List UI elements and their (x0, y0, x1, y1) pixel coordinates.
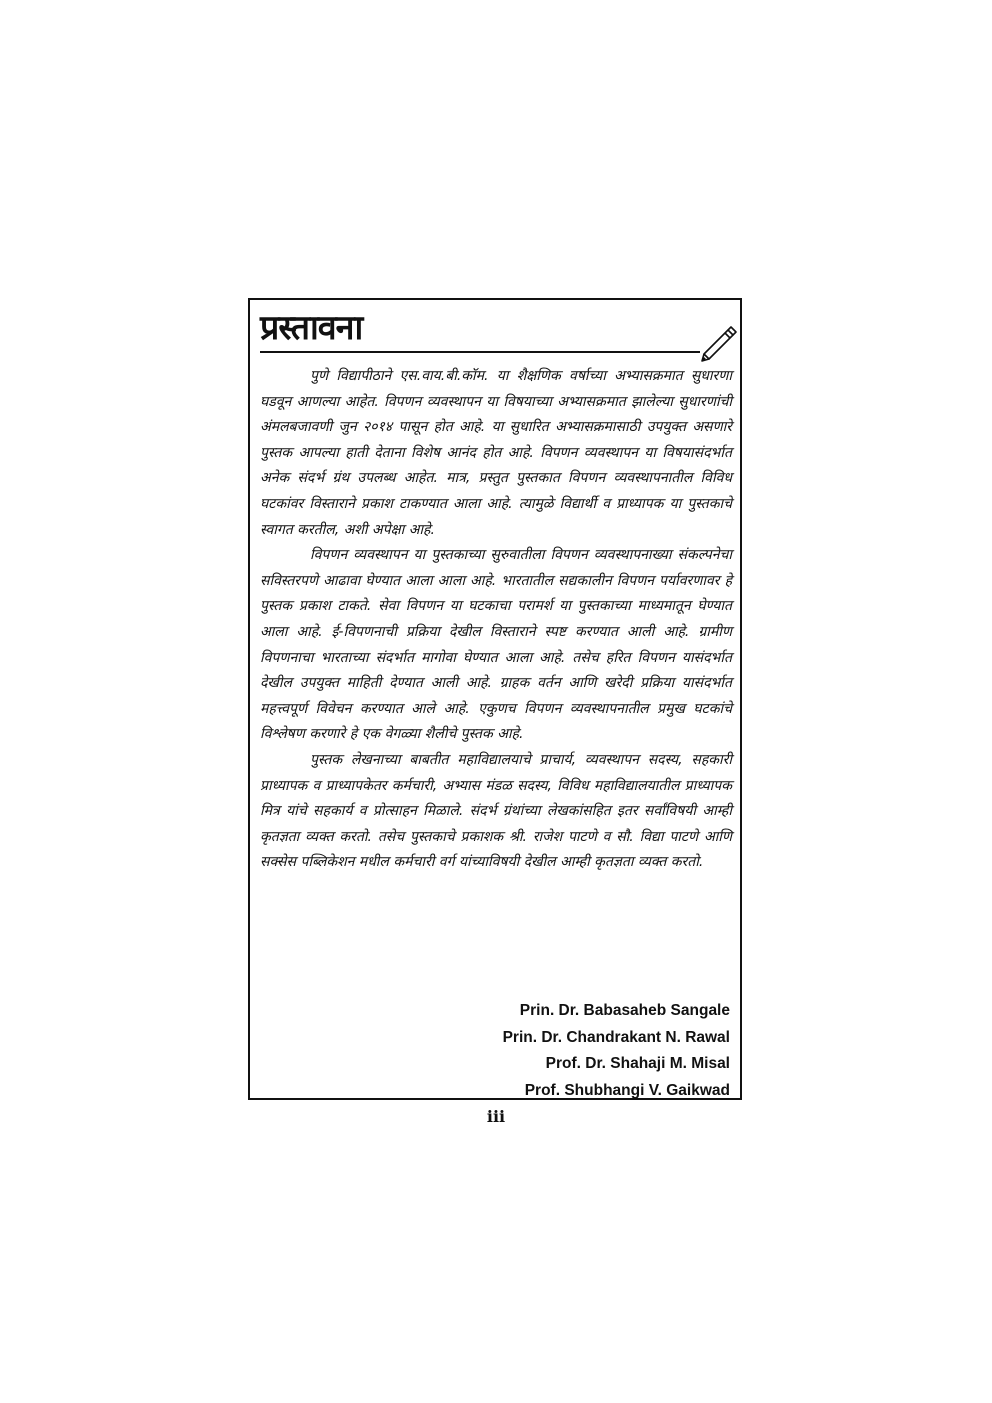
signatory-name: Prof. Dr. Shahaji M. Misal (545, 1055, 730, 1072)
signatories (503, 998, 730, 1104)
pen-icon (698, 322, 738, 362)
signatory-name: Prin. Dr. Chandrakant N. Rawal (502, 1028, 730, 1046)
paragraph-1: पुणे विद्यापीठाने एस.वाय.बी.कॉम. या शैक्षणिक वर्षाच्या अभ्यासक्रमात सुधारणा घडवून आणल्या आहेत. विपणन व्यवस्थापन या विषयाच्या अभ्यासक्रमात झालेल्या सुधारणांची अंमलबजावणी जुन २०१४ पासून होत आहे. या सुधारित अभ्यासक्रमासाठी उपयुक्त असणारे पुस्तक आपल्या हाती देताना विशेष आनंद होत आहे. विपणन व्यवस्थापन या विषयासंदर्भात अनेक संदर्भ ग्रंथ उपलब्ध आहेत. मात्र, प्रस्तुत पुस्तकात विपणन व्यवस्थापनातील विविध घटकांवर विस्ताराने प्रकाश टाकण्यात आला आहे. त्यामुळे विद्यार्थी व प्राध्यापक या पुस्तकाचे स्वागत करतील, अशी अपेक्षा आहे. (260, 368, 732, 538)
paragraph-2: विपणन व्यवस्थापन या पुस्तकाच्या सुरुवातीला विपणन व्यवस्थापनाख्या संकल्पनेचा सविस्तरपणे आढावा घेण्यात आला आला आहे. भारतातील सद्यकालीन विपणन पर्यावरणावर हे पुस्तक प्रकाश टाकते. सेवा विपणन या घटकाचा परामर्श या पुस्तकाच्या माध्यमातून घेण्यात आला आहे. ई-विपणनाची प्रक्रिया देखील विस्ताराने स्पष्ट करण्यात आली आहे. ग्रामीण विपणनाचा भारताच्या संदर्भात मागोवा घेण्यात आला आहे. तसेच हरित विपणन यासंदर्भात देखील उपयुक्त माहिती देण्यात आली आहे. ग्राहक वर्तन आणि खरेदी प्रक्रिया यासंदर्भात महत्त्वपूर्ण विवेचन करण्यात आले आहे. एकुणच विपणन व्यवस्थापनातील प्रमुख घटकांचे विश्लेषण करणारे हे एक वेगळ्या शैलीचे पुस्तक आहे. (260, 547, 732, 743)
preface-body (260, 364, 732, 876)
signatory-name: Prin. Dr. Babasaheb Sangale (519, 1002, 730, 1019)
page-number: iii (486, 1107, 506, 1126)
signatory-name: Prof. Shubhangi V. Gaikwad (524, 1081, 730, 1099)
page-title: प्रस्तावना (260, 308, 363, 348)
preface-frame (248, 298, 742, 1100)
heading-underline (260, 351, 700, 353)
paragraph-3: पुस्तक लेखनाच्या बाबतीत महाविद्यालयाचे प्राचार्य, व्यवस्थापन सदस्य, सहकारी प्राध्यापक व प्राध्यापकेतर कर्मचारी, अभ्यास मंडळ सदस्य, विविध महाविद्यालयातील प्राध्यापक मित्र यांचे सहकार्य व प्रोत्साहन मिळाले. संदर्भ ग्रंथांच्या लेखकांसहित इतर सर्वांविषयी आम्ही कृतज्ञता व्यक्त करतो. तसेच पुस्तकाचे प्रकाशक श्री. राजेश पाटणे व सौ. विद्या पाटणे आणि सक्सेस पब्लिकेशन मधील कर्मचारी वर्ग यांच्याविषयी देखील आम्ही कृतज्ञता व्यक्त करतो. (260, 751, 732, 871)
